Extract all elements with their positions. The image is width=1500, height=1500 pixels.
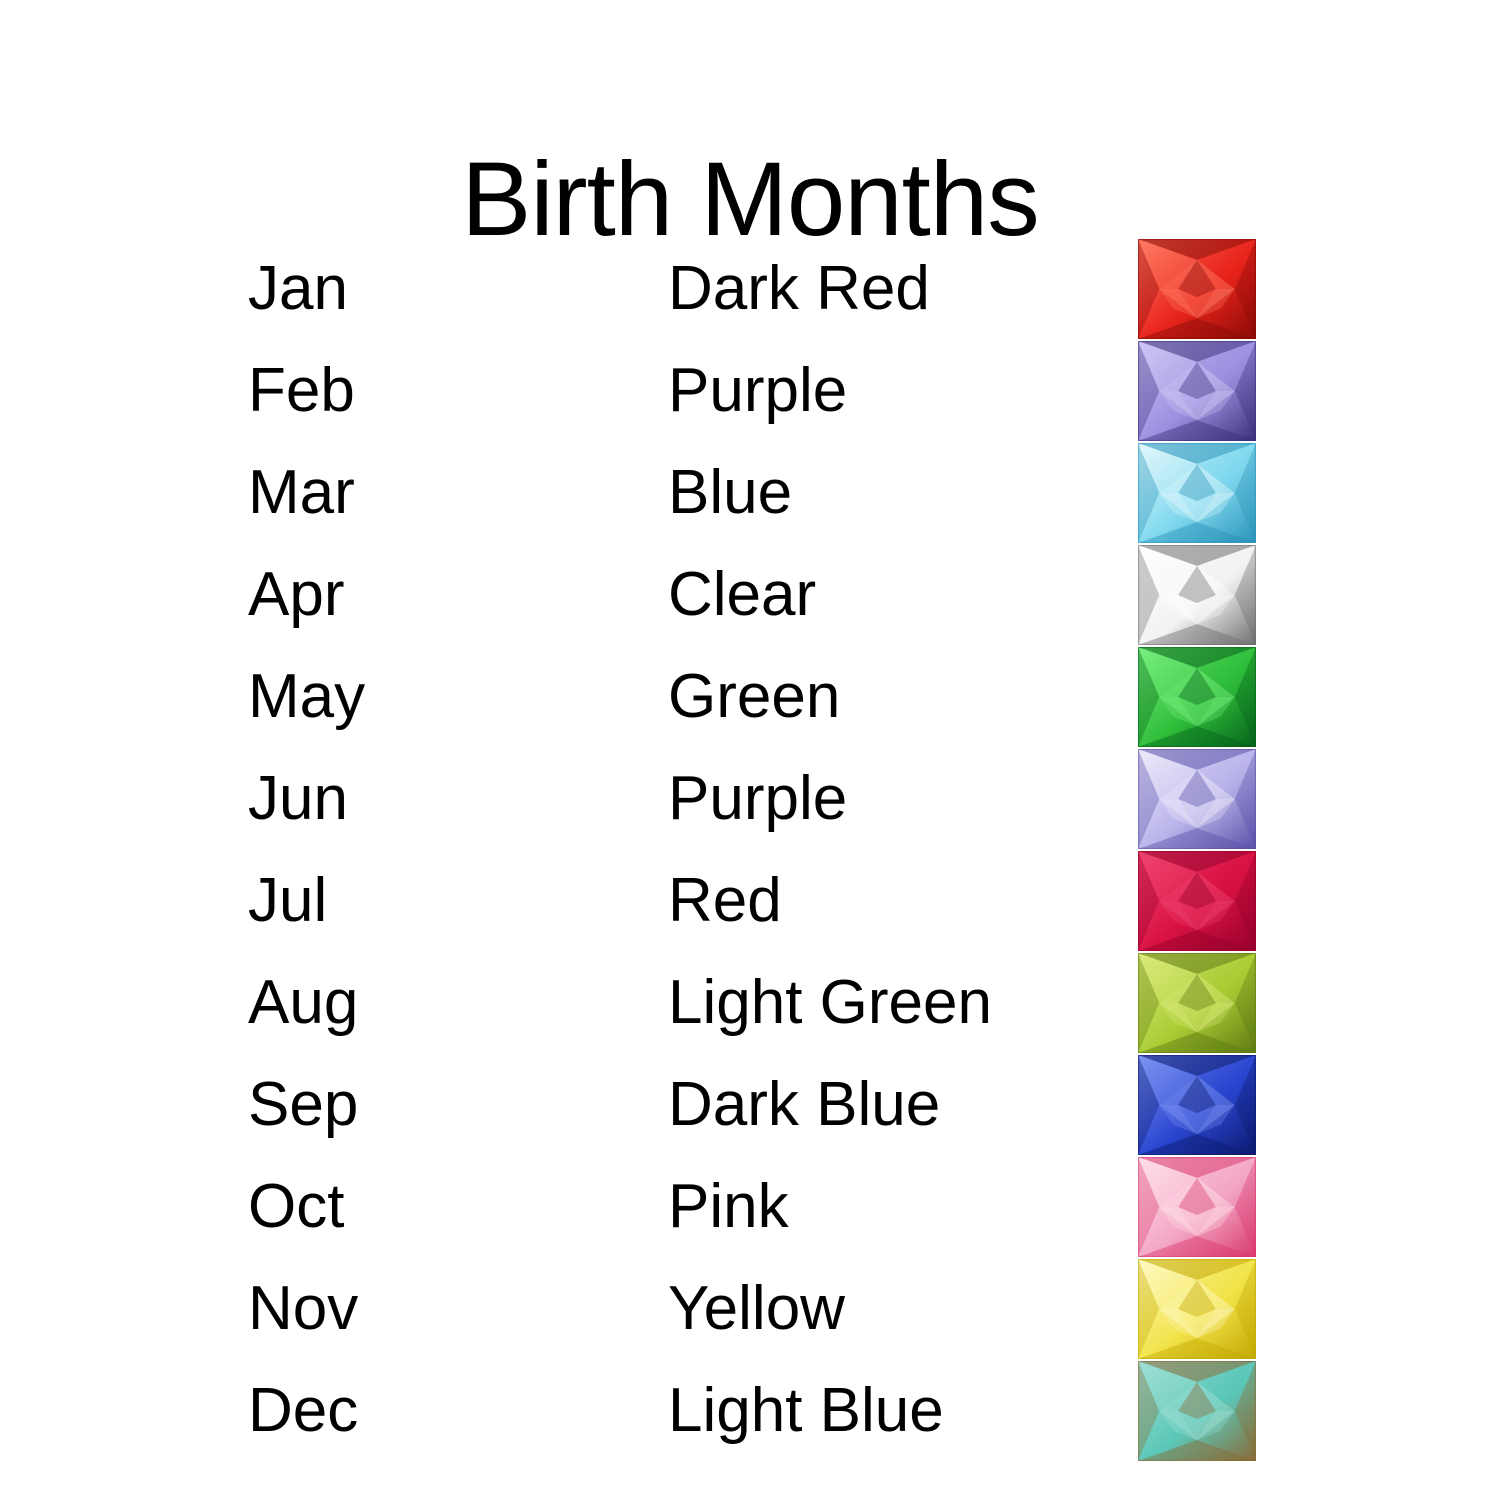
color-label: Purple	[668, 356, 848, 425]
color-label: Light Blue	[668, 1376, 944, 1445]
month-label: Jan	[248, 254, 348, 323]
gem-icon-light-purple	[1138, 749, 1258, 849]
gem-icon-green	[1138, 647, 1258, 747]
page-title: Birth Months	[461, 141, 1039, 259]
month-label: Oct	[248, 1172, 345, 1241]
color-label: Purple	[668, 764, 848, 833]
gem-icon-purple	[1138, 341, 1258, 441]
table-row	[248, 238, 1278, 340]
month-label: Nov	[248, 1274, 359, 1343]
gem-icon-dark-red	[1138, 239, 1258, 339]
color-label: Red	[668, 866, 782, 935]
table-row	[248, 1258, 1278, 1360]
month-label: Mar	[248, 458, 355, 527]
month-label: Dec	[248, 1376, 359, 1445]
color-label: Dark Blue	[668, 1070, 941, 1139]
month-label: May	[248, 662, 366, 731]
table-row	[248, 442, 1278, 544]
table-row	[248, 1360, 1278, 1462]
table-row	[248, 1054, 1278, 1156]
month-label: Apr	[248, 560, 345, 629]
gem-icon-red	[1138, 851, 1258, 951]
gem-icon-dark-blue	[1138, 1055, 1258, 1155]
month-label: Jun	[248, 764, 348, 833]
gem-icon-light-green	[1138, 953, 1258, 1053]
color-label: Blue	[668, 458, 793, 527]
month-label: Jul	[248, 866, 328, 935]
gem-icon-clear	[1138, 545, 1258, 645]
color-label: Yellow	[668, 1274, 845, 1343]
color-label: Light Green	[668, 968, 992, 1037]
month-label: Feb	[248, 356, 355, 425]
color-label: Dark Red	[668, 254, 930, 323]
gem-icon-blue	[1138, 443, 1258, 543]
table-row	[248, 340, 1278, 442]
table-row	[248, 850, 1278, 952]
table-row	[248, 1156, 1278, 1258]
table-row	[248, 748, 1278, 850]
table-row	[248, 952, 1278, 1054]
month-label: Sep	[248, 1070, 359, 1139]
gem-icon-pink	[1138, 1157, 1258, 1257]
month-label: Aug	[248, 968, 359, 1037]
birth-months-table	[248, 238, 1278, 1462]
gem-icon-turquoise	[1138, 1361, 1258, 1461]
color-label: Pink	[668, 1172, 789, 1241]
table-row	[248, 646, 1278, 748]
color-label: Clear	[668, 560, 817, 629]
table-row	[248, 544, 1278, 646]
gem-icon-yellow	[1138, 1259, 1258, 1359]
color-label: Green	[668, 662, 841, 731]
